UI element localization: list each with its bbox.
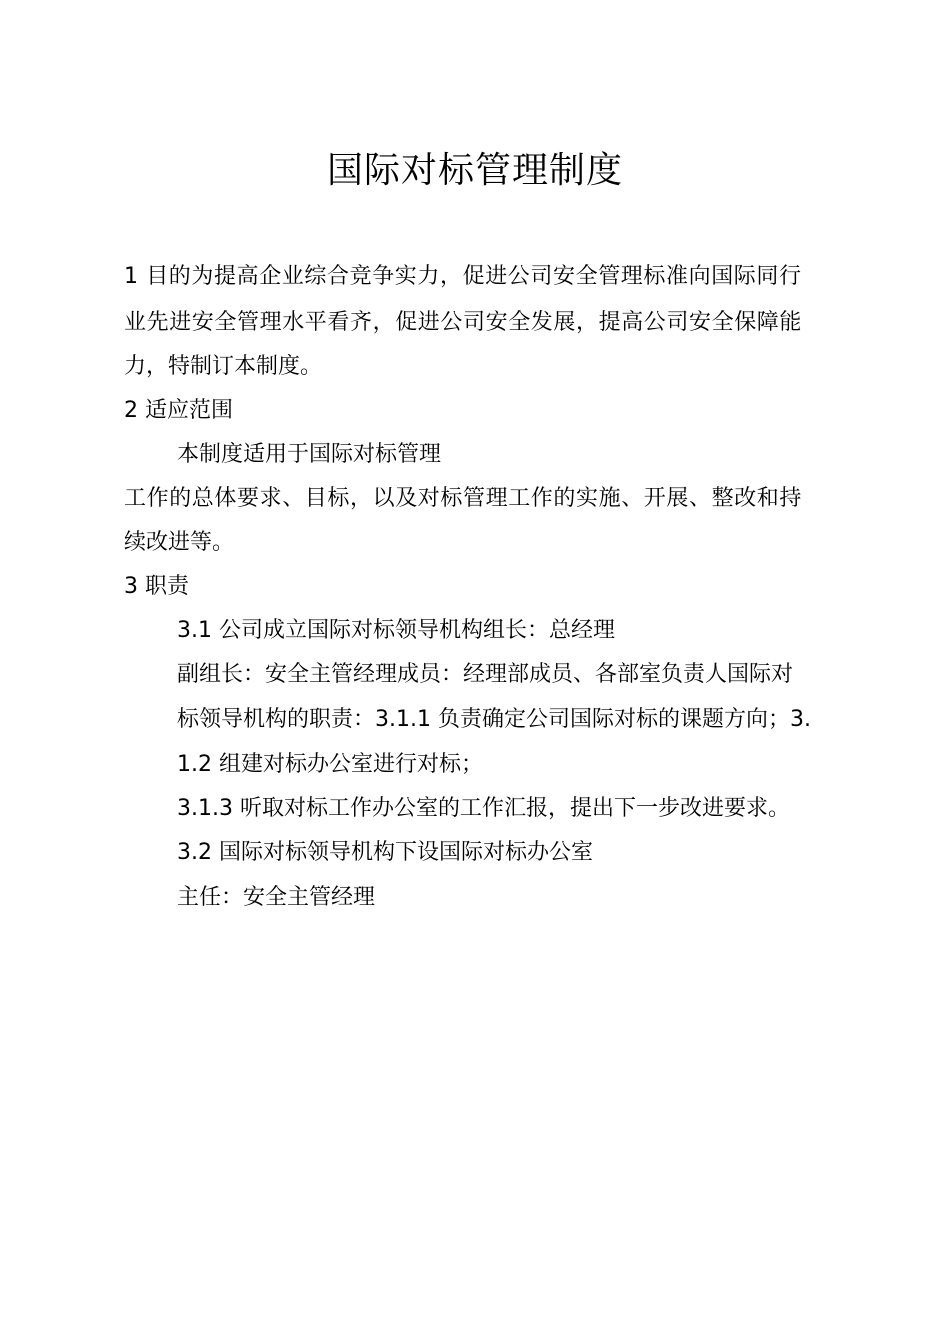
paragraph-line: 标领导机构的职责：3.1.1 负责确定公司国际对标的课题方向；3. <box>177 707 811 732</box>
paragraph-line: 3.1.3 听取对标工作办公室的工作汇报，提出下一步改进要求。 <box>177 796 790 821</box>
paragraph-line: 3.2 国际对标领导机构下设国际对标办公室 <box>177 840 593 865</box>
paragraph-line: 本制度适用于国际对标管理 <box>177 442 442 467</box>
paragraph-line: 工作的总体要求、目标，以及对标管理工作的实施、开展、整改和持 <box>124 486 803 511</box>
paragraph-line: 1.2 组建对标办公室进行对标； <box>177 752 483 777</box>
paragraph-line: 1 目的为提高企业综合竞争实力，促进公司安全管理标准向国际同行 <box>124 264 802 289</box>
paragraph-line: 副组长：安全主管经理成员：经理部成员、各部室负责人国际对 <box>177 662 794 687</box>
paragraph-line: 3.1 公司成立国际对标领导机构组长：总经理 <box>177 618 615 643</box>
paragraph-line: 力，特制订本制度。 <box>124 354 323 379</box>
section-heading: 3 职责 <box>124 574 189 599</box>
paragraph-line: 业先进安全管理水平看齐，促进公司安全发展，提高公司安全保障能 <box>124 310 803 335</box>
paragraph-line: 主任：安全主管经理 <box>177 885 376 910</box>
document-title: 国际对标管理制度 <box>326 150 623 191</box>
paragraph-line: 续改进等。 <box>124 530 235 555</box>
section-heading: 2 适应范围 <box>124 398 233 423</box>
